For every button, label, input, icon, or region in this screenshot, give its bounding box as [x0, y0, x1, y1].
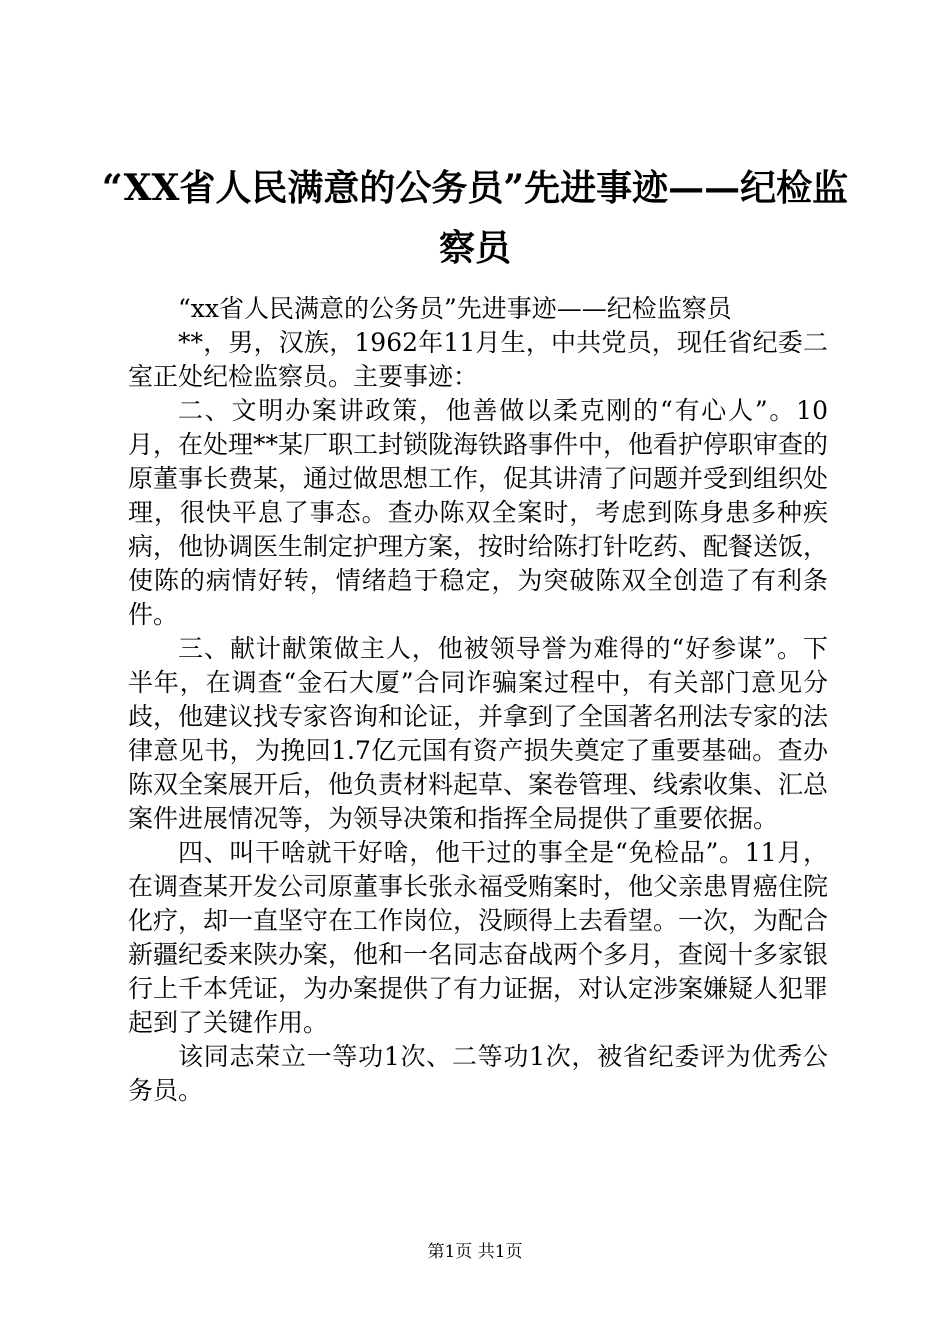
paragraph-subtitle: “xx省人民满意的公务员”先进事迹——纪检监察员: [178, 294, 732, 323]
paragraph-section-3: 三、献计献策做主人，他被领导誉为难得的“好参谋”。下半年，在调查“金石大厦”合同诈骗案过程中，有关部门意见分歧，他建议找专家咨询和论证，并拿到了全国著名刑法专家的法律意见书，为挽回1.7亿元国有资产损失奠定了重要基础。查办陈双全案展开后，他负责材料起草、案卷管理、线索收集、汇总案件进展情况等，为领导决策和指挥全局提供了重要依据。: [128, 634, 829, 833]
paragraph-section-4: 四、叫干啥就干好啥，他干过的事全是“免检品”。11月，在调查某开发公司原董事长张永福受贿案时，他父亲患胃癌住院化疗，却一直坚守在工作岗位，没顾得上去看望。一次，为配合新疆纪委来陕办案，他和一名同志奋战两个多月，查阅十多家银行上千本凭证，为办案提供了有力证据，对认定涉案嫌疑人犯罪起到了关键作用。: [128, 838, 829, 1037]
paragraph-conclusion: 该同志荣立一等功1次、二等功1次，被省纪委评为优秀公务员。: [128, 1042, 828, 1105]
document-title: “XX省人民满意的公务员”先进事迹——纪检监察员: [101, 167, 849, 269]
document-body: [128, 292, 828, 1108]
paragraph-section-2: 二、文明办案讲政策，他善做以柔克刚的“有心人”。10月，在处理**某厂职工封锁陇海铁路事件中，他看护停职审查的原董事长费某，通过做思想工作，促其讲清了问题并受到组织处理，很快平息了事态。查办陈双全案时，考虑到陈身患多种疾病，他协调医生制定护理方案，按时给陈打针吃药、配餐送饭，使陈的病情好转，情绪趋于稳定，为突破陈双全创造了有利条件。: [128, 396, 829, 629]
paragraph-intro: **，男，汉族，1962年11月生，中共党员，现任省纪委二室正处纪检监察员。主要事迹：: [128, 328, 828, 391]
page-footer: 第1页 共1页: [427, 1242, 523, 1262]
